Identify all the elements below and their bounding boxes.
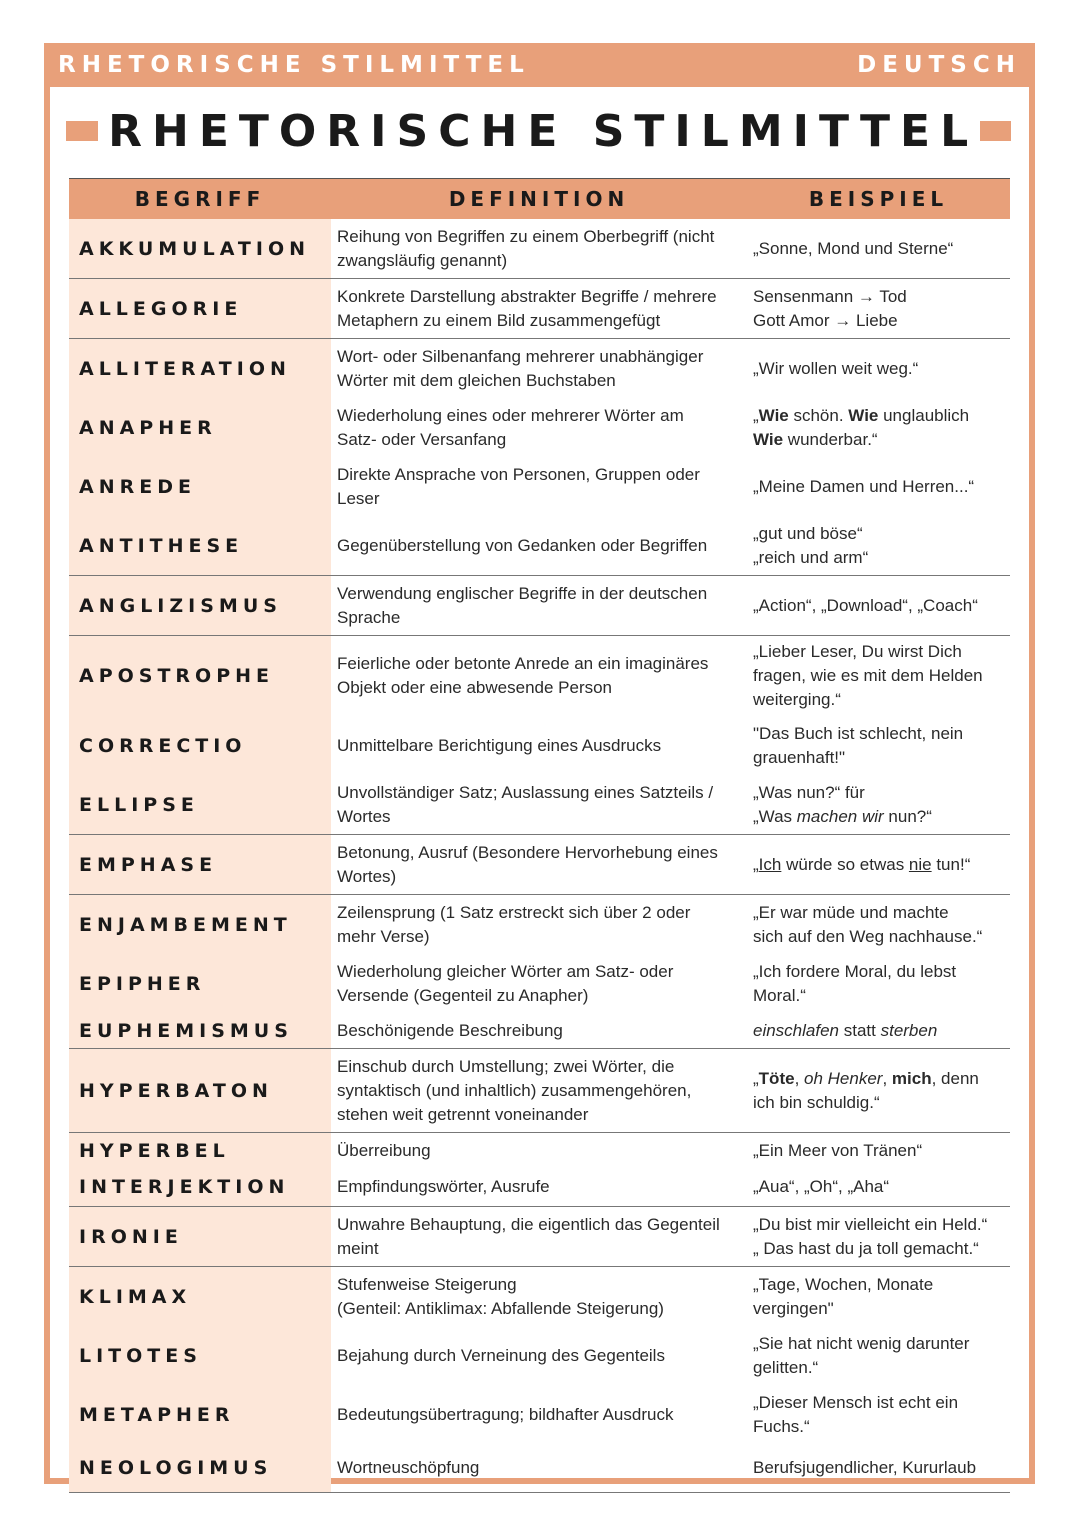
table-group <box>69 576 1010 636</box>
definition-cell-text: Einschub durch Umstellung; zwei Wörter, die syntaktisch (und inhaltlich) zusammengehören, stehen weit getrennt voneinander <box>337 1056 692 1124</box>
definition-cell-text: Wiederholung eines oder mehrerer Wörter am Satz- oder Versanfang <box>337 405 684 449</box>
definition-cell <box>331 339 747 398</box>
title-decor-right <box>980 121 1011 141</box>
example-cell-text: „Aua“, „Oh“, „Aha“ <box>753 1177 890 1196</box>
term-cell-text: EPIPHER <box>79 972 206 995</box>
term-cell <box>69 516 331 575</box>
table-group <box>69 835 1010 895</box>
column-header-beispiel: BEISPIEL <box>808 187 949 211</box>
table-row <box>69 516 1010 575</box>
example-cell <box>747 1207 1010 1266</box>
term-cell <box>69 1326 331 1385</box>
example-cell-text: „Was nun?“ für „Was machen wir nun?“ <box>753 782 932 826</box>
banner-right-text: DEUTSCH <box>857 52 1021 78</box>
example-cell <box>747 954 1010 1013</box>
table-row <box>69 895 1010 954</box>
term-cell-text: CORRECTIO <box>79 734 247 757</box>
definition-cell-text: Wort- oder Silbenanfang mehrerer unabhängiger Wörter mit dem gleichen Buchstaben <box>337 346 704 390</box>
example-cell <box>747 1444 1010 1492</box>
table-group <box>69 219 1010 279</box>
example-cell-text: „Lieber Leser, Du wirst Dich fragen, wie es mit dem Helden weiterging.“ <box>753 642 983 709</box>
example-cell-text: Berufsjugendlicher, Kururlaub <box>753 1458 977 1477</box>
example-cell <box>747 339 1010 398</box>
example-cell-text: „Action“, „Download“, „Coach“ <box>753 595 978 615</box>
definition-cell-text: Unwahre Behauptung, die eigentlich das Gegenteil meint <box>337 1214 720 1258</box>
term-cell-text: IRONIE <box>79 1225 183 1248</box>
example-cell-text: „Du bist mir vielleicht ein Held.“ „ Das hast du ja toll gemacht.“ <box>753 1214 988 1258</box>
table-row <box>69 1207 1010 1266</box>
definition-cell <box>331 1133 747 1168</box>
definition-cell <box>331 1207 747 1266</box>
example-cell-text: „Er war müde und machte sich auf den Weg nachhause.“ <box>753 902 983 946</box>
term-cell-text: ANAPHER <box>79 416 217 439</box>
term-cell <box>69 398 331 457</box>
example-cell <box>747 516 1010 575</box>
definition-cell <box>331 398 747 457</box>
example-cell <box>747 457 1010 516</box>
term-cell-text: EUPHEMISMUS <box>79 1019 293 1042</box>
example-cell <box>747 576 1010 635</box>
definition-cell <box>331 1326 747 1385</box>
example-cell-text: „Tage, Wochen, Monate vergingen" <box>753 1274 934 1318</box>
example-cell <box>747 1267 1010 1326</box>
term-cell-text: KLIMAX <box>79 1285 192 1308</box>
term-cell <box>69 339 331 398</box>
definition-cell <box>331 835 747 894</box>
example-cell-text: „Sie hat nicht wenig darunter gelitten.“ <box>753 1333 970 1377</box>
example-cell <box>747 775 1010 834</box>
term-cell <box>69 636 331 716</box>
example-cell-text: „Dieser Mensch ist echt ein Fuchs.“ <box>753 1392 959 1436</box>
definition-cell <box>331 279 747 338</box>
example-cell-text: „Wie schön. Wie unglaublich Wie wunderbar.“ <box>753 405 970 449</box>
term-cell <box>69 576 331 635</box>
term-cell <box>69 1013 331 1048</box>
table-row <box>69 1444 1010 1492</box>
term-cell-text: ANTITHESE <box>79 534 244 557</box>
term-cell-text: APOSTROPHE <box>79 665 275 687</box>
column-header-definition: DEFINITION <box>448 187 630 211</box>
example-cell <box>747 398 1010 457</box>
table-row <box>69 1133 1010 1168</box>
definition-cell <box>331 1049 747 1132</box>
definition-cell-text: Stufenweise Steigerung (Genteil: Antiklimax: Abfallende Steigerung) <box>337 1274 664 1318</box>
table-row <box>69 954 1010 1013</box>
term-cell-text: METAPHER <box>79 1403 235 1426</box>
table-row <box>69 1168 1010 1206</box>
definition-cell <box>331 1267 747 1326</box>
definition-cell-text: Reihung von Begriffen zu einem Oberbegriff (nicht zwangsläufig genannt) <box>337 226 715 270</box>
term-cell <box>69 1207 331 1266</box>
example-cell-text: "Das Buch ist schlecht, nein grauenhaft!" <box>753 723 964 767</box>
definition-cell <box>331 516 747 575</box>
definition-cell <box>331 1168 747 1206</box>
example-cell <box>747 716 1010 775</box>
definition-cell-text: Zeilensprung (1 Satz erstreckt sich über 2 oder mehr Verse) <box>337 902 691 946</box>
table-group <box>69 895 1010 1049</box>
definition-cell-text: Wortneuschöpfung <box>337 1458 480 1477</box>
example-cell-text: „gut und böse“ „reich und arm“ <box>753 523 869 567</box>
table-header <box>69 178 1010 219</box>
term-cell-text: HYPERBATON <box>79 1079 273 1102</box>
term-cell <box>69 895 331 954</box>
term-cell <box>69 219 331 278</box>
example-cell <box>747 835 1010 894</box>
example-cell <box>747 1133 1010 1168</box>
table-row <box>69 716 1010 775</box>
table-group <box>69 636 1010 835</box>
definition-cell-text: Konkrete Darstellung abstrakter Begriffe / mehrere Metaphern zu einem Bild zusammengefügt <box>337 286 717 330</box>
table-row <box>69 1013 1010 1048</box>
table-row <box>69 339 1010 398</box>
term-cell-text: NEOLOGIMUS <box>79 1457 273 1479</box>
table-group <box>69 1267 1010 1493</box>
definition-cell-text: Empfindungswörter, Ausrufe <box>337 1177 550 1196</box>
table-row <box>69 775 1010 834</box>
term-cell-text: INTERJEKTION <box>79 1176 290 1198</box>
term-cell <box>69 716 331 775</box>
term-cell <box>69 1267 331 1326</box>
table-group <box>69 1049 1010 1133</box>
definition-cell-text: Verwendung englischer Begriffe in der deutschen Sprache <box>337 583 708 627</box>
table-row <box>69 1049 1010 1132</box>
example-cell-text: Sensenmann → Tod Gott Amor → Liebe <box>753 286 907 330</box>
term-cell-text: ALLEGORIE <box>79 297 243 320</box>
stilmittel-table <box>69 178 1010 1493</box>
example-cell <box>747 219 1010 278</box>
definition-cell <box>331 716 747 775</box>
table-row <box>69 398 1010 457</box>
table-row <box>69 835 1010 894</box>
term-cell <box>69 835 331 894</box>
example-cell-text: „Wir wollen weit weg.“ <box>753 358 919 378</box>
term-cell <box>69 279 331 338</box>
term-cell-text: ENJAMBEMENT <box>79 913 292 936</box>
definition-cell <box>331 895 747 954</box>
example-cell <box>747 636 1010 716</box>
table-body <box>69 219 1010 1493</box>
table-row <box>69 1267 1010 1326</box>
table-row <box>69 1326 1010 1385</box>
term-cell-text: ELLIPSE <box>79 793 199 816</box>
definition-cell-text: Gegenüberstellung von Gedanken oder Begriffen <box>337 535 708 555</box>
example-cell-text: „Töte, oh Henker, mich, denn ich bin schuldig.“ <box>753 1068 979 1112</box>
page-title: RHETORISCHE STILMITTEL <box>108 105 979 157</box>
definition-cell-text: Überreibung <box>337 1140 431 1160</box>
table-row <box>69 279 1010 338</box>
term-cell <box>69 775 331 834</box>
term-cell <box>69 1385 331 1444</box>
definition-cell-text: Bejahung durch Verneinung des Gegenteils <box>337 1345 665 1365</box>
table-row <box>69 457 1010 516</box>
term-cell <box>69 457 331 516</box>
example-cell-text: „Ein Meer von Tränen“ <box>753 1140 923 1160</box>
definition-cell-text: Beschönigende Beschreibung <box>337 1020 563 1040</box>
term-cell-text: AKKUMULATION <box>79 237 310 260</box>
definition-cell <box>331 576 747 635</box>
example-cell <box>747 1049 1010 1132</box>
table-group <box>69 1133 1010 1207</box>
example-cell <box>747 1385 1010 1444</box>
term-cell-text: EMPHASE <box>79 853 218 876</box>
term-cell-text: ANGLIZISMUS <box>79 594 282 617</box>
term-cell <box>69 1049 331 1132</box>
definition-cell-text: Direkte Ansprache von Personen, Gruppen oder Leser <box>337 464 700 508</box>
term-cell-text: ANREDE <box>79 475 196 498</box>
definition-cell <box>331 219 747 278</box>
example-cell-text: „Sonne, Mond und Sterne“ <box>753 238 954 258</box>
table-row <box>69 219 1010 278</box>
definition-cell-text: Feierliche oder betonte Anrede an ein imaginäres Objekt oder eine abwesende Person <box>337 654 709 697</box>
term-cell <box>69 1168 331 1206</box>
definition-cell <box>331 1385 747 1444</box>
table-row <box>69 576 1010 635</box>
definition-cell <box>331 1013 747 1048</box>
definition-cell-text: Wiederholung gleicher Wörter am Satz- oder Versende (Gegenteil zu Anapher) <box>337 961 674 1005</box>
example-cell-text: einschlafen statt sterben <box>753 1020 938 1040</box>
table-row <box>69 636 1010 716</box>
definition-cell <box>331 636 747 716</box>
definition-cell-text: Unvollständiger Satz; Auslassung eines Satzteils / Wortes <box>337 782 714 826</box>
term-cell-text: HYPERBEL <box>79 1139 230 1162</box>
term-cell <box>69 1133 331 1168</box>
example-cell <box>747 279 1010 338</box>
title-area <box>66 100 1011 162</box>
definition-cell-text: Betonung, Ausruf (Besondere Hervorhebung eines Wortes) <box>337 842 718 886</box>
example-cell <box>747 895 1010 954</box>
example-cell <box>747 1168 1010 1206</box>
title-decor-left <box>66 121 98 141</box>
example-cell-text: „Ich fordere Moral, du lebst Moral.“ <box>753 961 957 1005</box>
definition-cell <box>331 775 747 834</box>
example-cell <box>747 1326 1010 1385</box>
example-cell-text: „Ich würde so etwas nie tun!“ <box>753 854 971 874</box>
definition-cell <box>331 1444 747 1492</box>
table-group <box>69 1207 1010 1267</box>
term-cell-text: LITOTES <box>79 1344 202 1367</box>
term-cell <box>69 954 331 1013</box>
banner-left-text: RHETORISCHE STILMITTEL <box>58 52 530 78</box>
table-group <box>69 279 1010 339</box>
definition-cell-text: Bedeutungsübertragung; bildhafter Ausdruck <box>337 1404 674 1424</box>
table-group <box>69 339 1010 576</box>
example-cell-text: „Meine Damen und Herren...“ <box>753 476 975 496</box>
example-cell <box>747 1013 1010 1048</box>
column-header-begriff: BEGRIFF <box>134 187 266 211</box>
term-cell-text: ALLITERATION <box>79 357 291 380</box>
definition-cell <box>331 457 747 516</box>
definition-cell <box>331 954 747 1013</box>
definition-cell-text: Unmittelbare Berichtigung eines Ausdrucks <box>337 735 662 755</box>
table-row <box>69 1385 1010 1444</box>
term-cell <box>69 1444 331 1492</box>
